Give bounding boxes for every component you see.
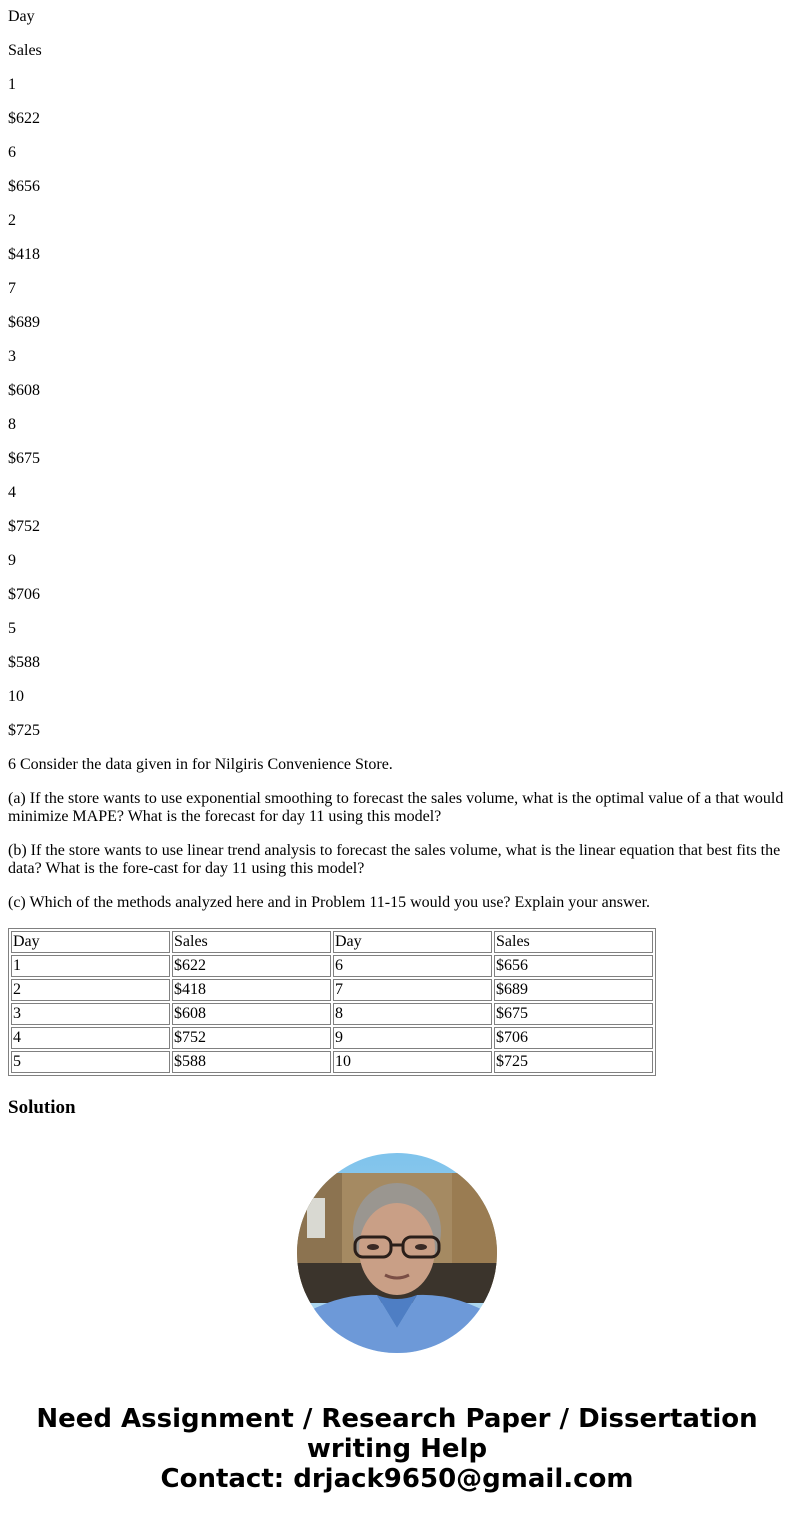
table-row: [11, 1003, 653, 1025]
table-cell: 4: [11, 1027, 170, 1049]
problem-part-b: (b) If the store wants to use linear trend analysis to forecast the sales volume, what is the linear equation that best fits the data? What is the fore-cast for day 11 using this model?: [8, 842, 781, 877]
problem-part-a: (a) If the store wants to use exponential smoothing to forecast the sales volume, what is the optimal value of a that would minimize MAPE? What is the forecast for day 11 using this model?: [8, 790, 784, 825]
data-line: 3: [8, 348, 16, 365]
data-line: 7: [8, 280, 16, 297]
promo-line-1: Need Assignment / Research Paper / Dissertation: [36, 1404, 758, 1434]
data-line: 5: [8, 620, 16, 637]
promo-contact: Contact: drjack9650@gmail.com: [160, 1464, 634, 1494]
table-row: [11, 1051, 653, 1073]
table-cell: 9: [333, 1027, 492, 1049]
table-cell: $622: [172, 955, 331, 977]
problem-statement: 6 Consider the data given in for Nilgiris Convenience Store.: [8, 756, 393, 773]
table-cell: 6: [333, 955, 492, 977]
author-avatar: [297, 1153, 497, 1353]
data-line: $675: [8, 450, 40, 467]
data-line: Day: [8, 8, 35, 25]
table-cell: 7: [333, 979, 492, 1001]
promo-banner: [0, 1404, 794, 1494]
table-cell: 8: [333, 1003, 492, 1025]
data-line: 1: [8, 76, 16, 93]
table-header-row: [11, 931, 653, 953]
table-cell: $706: [494, 1027, 653, 1049]
sales-table: [8, 928, 656, 1076]
promo-line-2: writing Help: [306, 1434, 488, 1464]
table-cell: $752: [172, 1027, 331, 1049]
problem-part-c: (c) Which of the methods analyzed here and in Problem 11-15 would you use? Explain your answer.: [8, 894, 651, 911]
data-line: $418: [8, 246, 40, 263]
table-cell: 2: [11, 979, 170, 1001]
data-line: $752: [8, 518, 40, 535]
data-line: Sales: [8, 42, 42, 59]
table-cell: $418: [172, 979, 331, 1001]
table-row: [11, 979, 653, 1001]
data-line: $608: [8, 382, 40, 399]
table-cell: $689: [494, 979, 653, 1001]
table-row: [11, 1027, 653, 1049]
table-cell: $675: [494, 1003, 653, 1025]
table-cell: 1: [11, 955, 170, 977]
table-cell: $588: [172, 1051, 331, 1073]
table-cell: 10: [333, 1051, 492, 1073]
data-line: $689: [8, 314, 40, 331]
data-line: 6: [8, 144, 16, 161]
data-line: $656: [8, 178, 40, 195]
data-line: 4: [8, 484, 16, 501]
table-header-cell: Day: [11, 931, 170, 953]
table-cell: $656: [494, 955, 653, 977]
table-cell: $608: [172, 1003, 331, 1025]
data-line: 9: [8, 552, 16, 569]
table-cell: $725: [494, 1051, 653, 1073]
author-photo-illustration: [297, 1153, 497, 1353]
data-line: $725: [8, 722, 40, 739]
table-cell: 5: [11, 1051, 170, 1073]
table-header-cell: Sales: [494, 931, 653, 953]
table-header-cell: Sales: [172, 931, 331, 953]
data-line: 8: [8, 416, 16, 433]
table-header-cell: Day: [333, 931, 492, 953]
data-line: 2: [8, 212, 16, 229]
intro-data-list: [8, 8, 786, 740]
data-line: $622: [8, 110, 40, 127]
data-line: $588: [8, 654, 40, 671]
table-row: [11, 955, 653, 977]
solution-heading: Solution: [8, 1097, 76, 1118]
data-line: $706: [8, 586, 40, 603]
table-cell: 3: [11, 1003, 170, 1025]
data-line: 10: [8, 688, 24, 705]
